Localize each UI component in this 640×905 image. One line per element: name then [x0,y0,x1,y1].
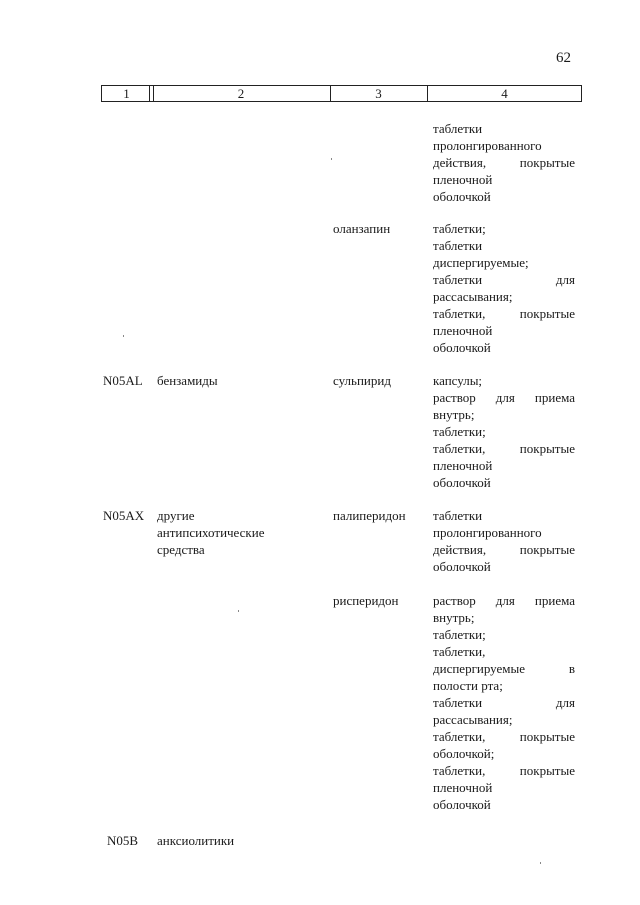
dosage-forms [433,592,575,813]
form-line: пролонгированного [433,138,542,153]
form-line: оболочкой [433,340,491,355]
form-line: таблетки [433,121,483,136]
form-line: таблетки для [433,695,575,710]
form-line: таблетки, покрытые [433,441,575,456]
scan-speck [123,335,124,337]
scan-speck [238,610,239,612]
form-line: пленочной [433,172,493,187]
form-line: капсулы; [433,373,483,388]
header-col-3: 3 [375,86,382,101]
form-line: внутрь; [433,610,475,625]
page-number: 62 [556,50,571,66]
group-name: анксиолитики [157,833,235,848]
form-line: таблетки; [433,221,486,236]
form-line: пролонгированного [433,525,542,540]
header-col-2: 2 [237,86,245,101]
drug-name: рисперидон [333,593,399,608]
group-name: другие антипсихотические средства [157,508,265,557]
header-col-1: 1 [123,86,130,101]
drug-name: палиперидон [333,508,406,523]
form-line: рассасывания; [433,712,513,727]
form-line: таблетки [433,238,483,253]
form-line: раствор для приема [433,390,575,405]
atc-code: N05AX [103,508,145,523]
form-line: таблетки [433,508,483,523]
form-line: оболочкой [433,797,491,812]
form-line: полости рта; [433,678,503,693]
table-header [101,85,582,102]
scan-speck [331,158,332,160]
form-line: действия, покрытые [433,542,575,557]
form-line: диспергируемые в [433,661,575,676]
scan-speck [540,862,541,864]
form-line: таблетки, покрытые [433,729,575,744]
dosage-forms [433,372,575,491]
header-col-4: 4 [501,86,508,101]
form-line: рассасывания; [433,289,513,304]
form-line: внутрь; [433,407,475,422]
form-line: действия, покрытые [433,155,575,170]
group-name: бензамиды [157,373,218,388]
form-line: таблетки; [433,424,486,439]
form-line: пленочной [433,323,493,338]
form-line: оболочкой [433,189,491,204]
atc-code: N05B [107,833,139,848]
form-line: оболочкой [433,559,491,574]
dosage-forms [433,507,575,575]
dosage-forms [433,120,575,205]
form-line: таблетки; [433,627,486,642]
drug-name: сульпирид [333,373,391,388]
form-line: оболочкой [433,475,491,490]
form-line: пленочной [433,780,493,795]
dosage-forms [433,220,575,356]
form-line: раствор для приема [433,593,575,608]
form-line: таблетки, [433,644,486,659]
form-line: таблетки, покрытые [433,763,575,778]
form-line: таблетки, покрытые [433,306,575,321]
form-line: пленочной [433,458,493,473]
form-line: таблетки для [433,272,575,287]
drug-name: оланзапин [333,221,391,236]
form-line: диспергируемые; [433,255,529,270]
atc-code: N05AL [103,373,143,388]
form-line: оболочкой; [433,746,495,761]
